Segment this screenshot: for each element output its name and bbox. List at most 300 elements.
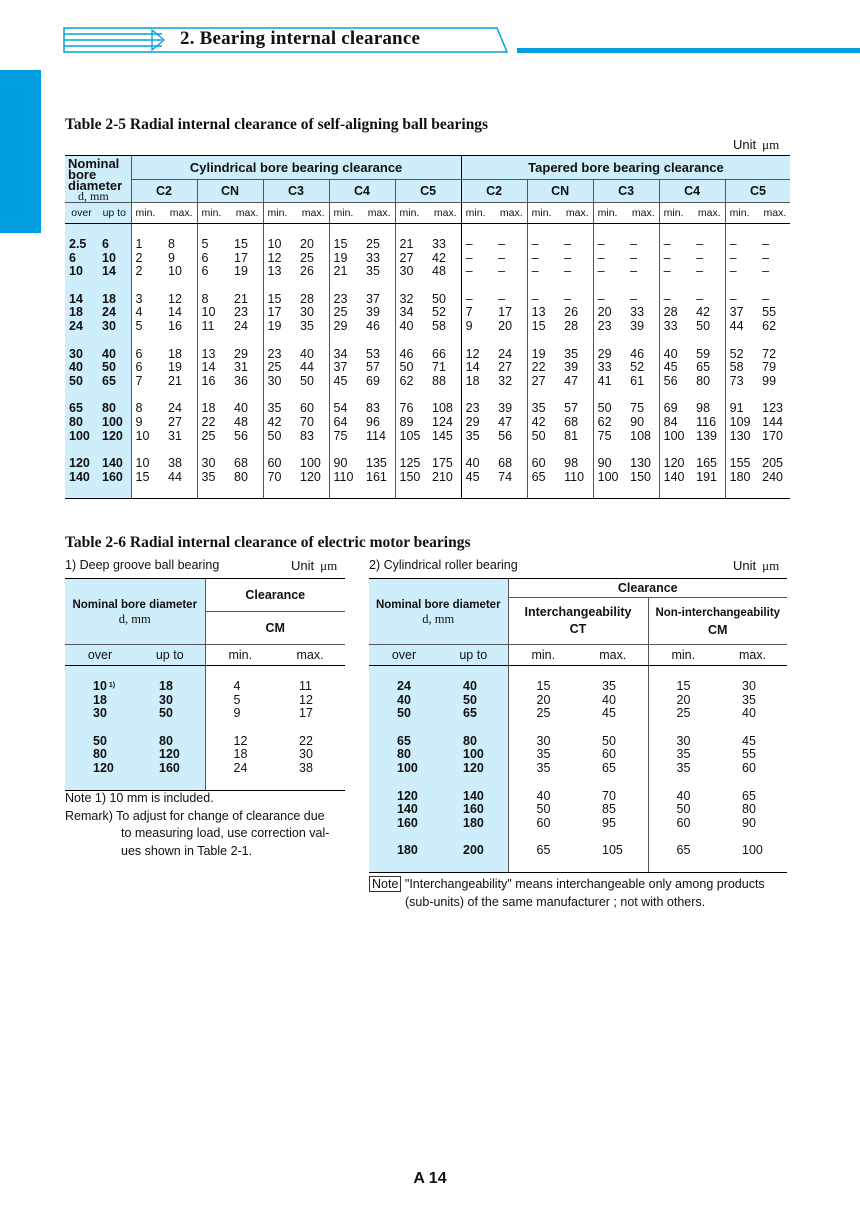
clearance-cell: 21 <box>168 373 182 388</box>
over-header: over <box>65 645 135 666</box>
spacer-cell <box>692 484 725 499</box>
min-label: min. <box>597 207 618 219</box>
clearance-cell: 55 <box>762 305 777 320</box>
clearance-cell: – <box>696 237 704 251</box>
minmax-header <box>659 203 725 224</box>
spacer-cell <box>626 334 659 348</box>
clearance-cell: 35 <box>366 264 380 279</box>
bore-size-cell: 120 <box>65 457 98 471</box>
table-row <box>65 348 790 362</box>
spacer-cell <box>135 776 205 791</box>
spacer-cell <box>461 224 494 239</box>
clearance-cell: 27 <box>395 252 428 266</box>
spacer-cell <box>65 334 98 348</box>
spacer-cell <box>329 443 362 457</box>
bore-size-cell: 65 <box>369 735 439 749</box>
clearance-group-c5: C5 <box>725 179 790 203</box>
spacer-cell <box>296 443 329 457</box>
spacer-cell <box>131 443 164 457</box>
clearance-cell: – <box>527 238 560 252</box>
bore-size-cell: 50 <box>369 707 439 721</box>
bore-size-cell: 24 <box>369 680 439 694</box>
spacer-cell <box>369 858 439 873</box>
spacer-cell <box>131 388 164 402</box>
clearance-cell: 105 <box>602 843 623 858</box>
clearance-cell: 47 <box>564 373 579 388</box>
clearance-cell: 24 <box>205 762 275 776</box>
clearance-cell: 10 <box>263 238 296 252</box>
spacer-cell <box>230 224 263 239</box>
clearance-cell: 55 <box>742 747 756 762</box>
spacer-cell <box>439 721 508 735</box>
spacer-cell <box>439 776 508 790</box>
table-row <box>65 748 345 762</box>
clearance-cell: – <box>630 237 638 251</box>
clearance-cell: 50 <box>508 803 578 817</box>
spacer-cell <box>230 484 263 499</box>
nominal-bore-header: Nominal bore diameter d, mm <box>65 156 131 203</box>
bore-size-cell: 40 <box>98 348 131 362</box>
clearance-cell: 150 <box>395 471 428 485</box>
spacer-cell <box>362 388 395 402</box>
clearance-cell: 59 <box>696 346 711 361</box>
spacer-cell <box>131 484 164 499</box>
clearance-cell: 22 <box>197 416 230 430</box>
upto-header: up to <box>98 203 131 224</box>
max-label: max. <box>499 207 523 219</box>
clearance-cell: 21 <box>234 291 248 306</box>
clearance-cell: 35 <box>197 471 230 485</box>
bore-size-cell: 18 <box>135 680 205 694</box>
clearance-cell: 68 <box>234 456 248 471</box>
clearance-cell: 100 <box>593 471 626 485</box>
spacer-cell <box>461 443 494 457</box>
footnote-mark: 1) <box>108 682 116 689</box>
bore-size-cell: 10 <box>65 265 98 279</box>
clearance-cell: 29 <box>234 346 248 361</box>
clearance-cell: – <box>696 250 704 265</box>
clearance-cell: – <box>527 265 560 279</box>
spacer-cell <box>362 334 395 348</box>
bore-size-cell: 50 <box>65 735 135 749</box>
table-2-5 <box>65 155 790 499</box>
spacer-cell <box>560 279 593 293</box>
clearance-cell: 79 <box>762 360 777 375</box>
clearance-cell: 64 <box>329 416 362 430</box>
bore-size-cell: 40 <box>439 680 508 694</box>
spacer-cell <box>395 224 428 239</box>
spacer-cell <box>263 484 296 499</box>
clearance-cell: 27 <box>168 414 182 429</box>
clearance-cell: 75 <box>630 401 645 416</box>
note-text-2: (sub-units) of the same manufacturer ; not with others. <box>405 894 706 909</box>
spacer-row <box>369 721 787 735</box>
clearance-cell: – <box>498 250 506 265</box>
clearance-cell: 12 <box>461 348 494 362</box>
clearance-cell: 20 <box>508 694 578 708</box>
table-2-6-title: Table 2-6 Radial internal clearance of electric motor bearings <box>65 534 471 551</box>
clearance-cell: 13 <box>527 306 560 320</box>
spacer-cell <box>725 224 758 239</box>
clearance-cell: 124 <box>432 414 453 429</box>
min-label: min. <box>729 207 750 219</box>
spacer-cell <box>329 484 362 499</box>
bore-size-cell: 140 <box>98 457 131 471</box>
clearance-cell: 65 <box>696 360 711 375</box>
clearance-cell: 110 <box>564 469 585 484</box>
spacer-cell <box>461 484 494 499</box>
clearance-cell: 30 <box>648 735 718 749</box>
clearance-cell: 2 <box>131 252 164 266</box>
clearance-cell: 36 <box>234 373 248 388</box>
clearance-cell: 44 <box>725 320 758 334</box>
clearance-cell: 62 <box>762 318 777 333</box>
clearance-cell: 74 <box>498 469 513 484</box>
clearance-cell: 39 <box>498 401 513 416</box>
spacer-row <box>65 484 790 499</box>
spacer-cell <box>329 279 362 293</box>
table-2-6a-caption: 1) Deep groove ball bearing <box>65 558 220 572</box>
spacer-cell <box>648 776 718 790</box>
clearance-cell: 35 <box>508 762 578 776</box>
table-2-6a-unit: Unit μm <box>291 558 338 573</box>
clearance-cell: 45 <box>659 361 692 375</box>
clearance-cell: 17 <box>234 250 248 265</box>
clearance-cell: 70 <box>300 414 314 429</box>
clearance-cell: – <box>762 264 770 279</box>
clearance-cell: – <box>696 264 704 279</box>
clearance-cell: 5 <box>197 238 230 252</box>
side-section-tab <box>0 70 41 233</box>
spacer-cell <box>329 334 362 348</box>
clearance-cell: 15 <box>234 237 248 251</box>
minmax-header <box>527 203 593 224</box>
spacer-cell <box>659 484 692 499</box>
clearance-cell: 69 <box>366 373 380 388</box>
spacer-cell <box>98 334 131 348</box>
spacer-cell <box>65 443 98 457</box>
spacer-cell <box>758 224 790 239</box>
table-row <box>65 293 790 307</box>
clearance-cell: 29 <box>461 416 494 430</box>
clearance-cell: – <box>527 293 560 307</box>
clearance-cell: 108 <box>630 428 651 443</box>
table-row <box>65 680 345 694</box>
clearance-cell: 180 <box>725 471 758 485</box>
spacer-cell <box>593 484 626 499</box>
clearance-cell: 65 <box>508 844 578 858</box>
table-row <box>65 361 790 375</box>
clearance-cell: 80 <box>742 802 756 817</box>
spacer-cell <box>428 224 461 239</box>
clearance-cell: 110 <box>329 471 362 485</box>
bore-size-cell: 50 <box>65 375 98 389</box>
spacer-cell <box>578 858 648 873</box>
clearance-cell: 61 <box>630 373 645 388</box>
spacer-cell <box>428 388 461 402</box>
bore-size-cell: 2.5 <box>65 238 98 252</box>
spacer-cell <box>527 279 560 293</box>
bore-size-cell: 180 <box>369 844 439 858</box>
bore-size-cell: 80 <box>65 748 135 762</box>
clearance-cell: – <box>725 293 758 307</box>
spacer-cell <box>428 279 461 293</box>
bore-size-cell: 40 <box>369 694 439 708</box>
clearance-cell: 40 <box>461 457 494 471</box>
clearance-cell: 15 <box>508 680 578 694</box>
tapered-bore-header: Tapered bore bearing clearance <box>461 156 790 180</box>
clearance-cell: 3 <box>131 293 164 307</box>
spacer-cell <box>626 224 659 239</box>
unit-label: Unit <box>733 137 757 152</box>
clearance-cell: 57 <box>366 360 380 375</box>
bore-size-cell: 160 <box>369 817 439 831</box>
bore-size-cell: 30 <box>65 707 135 721</box>
upto-header: up to <box>439 645 508 666</box>
bore-size-cell: 120 <box>369 790 439 804</box>
bore-size-cell: 200 <box>439 844 508 858</box>
clearance-cell: 40 <box>602 692 616 707</box>
clearance-cell: – <box>564 291 572 306</box>
clearance-cell: 34 <box>329 348 362 362</box>
clearance-cell: 35 <box>300 318 314 333</box>
clearance-cell: 150 <box>630 469 651 484</box>
clearance-cell: 48 <box>234 414 248 429</box>
spacer-cell <box>205 721 275 735</box>
bore-size-cell: 18 <box>98 293 131 307</box>
spacer-cell <box>758 484 790 499</box>
clearance-cell: 90 <box>742 815 756 830</box>
table-row <box>369 735 787 749</box>
bore-size-cell: 80 <box>439 735 508 749</box>
spacer-cell <box>263 334 296 348</box>
spacer-cell <box>560 334 593 348</box>
clearance-cell: – <box>725 238 758 252</box>
clearance-cell: 42 <box>432 250 446 265</box>
clearance-cell: 35 <box>263 402 296 416</box>
clearance-cell: 62 <box>593 416 626 430</box>
spacer-cell <box>362 279 395 293</box>
cm-header: CM <box>205 612 345 645</box>
clearance-cell: – <box>659 252 692 266</box>
bore-size-cell: 24 <box>98 306 131 320</box>
spacer-cell <box>758 443 790 457</box>
clearance-cell: 19 <box>234 264 248 279</box>
clearance-cell: – <box>696 291 704 306</box>
clearance-cell: 5 <box>131 320 164 334</box>
clearance-cell: 23 <box>329 293 362 307</box>
clearance-cell: 210 <box>432 469 453 484</box>
spacer-cell <box>275 666 345 681</box>
clearance-cell: 8 <box>197 293 230 307</box>
clearance-cell: 89 <box>395 416 428 430</box>
spacer-cell <box>692 334 725 348</box>
spacer-cell <box>296 279 329 293</box>
clearance-cell: 205 <box>762 456 783 471</box>
table-row <box>65 694 345 708</box>
clearance-cell: 108 <box>432 401 453 416</box>
table-row <box>369 817 787 831</box>
clearance-cell: – <box>762 250 770 265</box>
clearance-cell: 37 <box>329 361 362 375</box>
bore-size-cell: 18 <box>65 306 98 320</box>
spacer-cell <box>230 443 263 457</box>
bore-size-cell: 180 <box>439 817 508 831</box>
spacer-cell <box>439 666 508 681</box>
clearance-cell: 50 <box>300 373 314 388</box>
minmax-header <box>395 203 461 224</box>
clearance-cell: 6 <box>197 252 230 266</box>
table-row <box>65 252 790 266</box>
clearance-cell: – <box>461 293 494 307</box>
bore-size-cell: 120 <box>98 430 131 444</box>
bore-size-cell: 160 <box>135 762 205 776</box>
clearance-cell: 57 <box>564 401 579 416</box>
table-2-6b-unit: Unit μm <box>733 558 780 573</box>
clearance-cell: – <box>659 293 692 307</box>
spacer-cell <box>692 279 725 293</box>
spacer-cell <box>296 484 329 499</box>
spacer-cell <box>164 279 197 293</box>
clearance-cell: 44 <box>300 360 314 375</box>
max-header: max. <box>275 645 345 666</box>
clearance-cell: 135 <box>366 456 387 471</box>
clearance-cell: 20 <box>300 237 314 251</box>
clearance-cell: 68 <box>498 456 513 471</box>
clearance-cell: 56 <box>234 428 248 443</box>
spacer-cell <box>758 388 790 402</box>
spacer-row <box>65 388 790 402</box>
table-row <box>369 694 787 708</box>
clearance-cell: 40 <box>648 790 718 804</box>
spacer-cell <box>98 279 131 293</box>
clearance-cell: 44 <box>168 469 182 484</box>
interchangeability-header: Interchangeability CT <box>508 598 648 645</box>
min-header: min. <box>648 645 718 666</box>
spacer-cell <box>725 388 758 402</box>
spacer-cell <box>131 334 164 348</box>
spacer-cell <box>197 334 230 348</box>
spacer-cell <box>578 830 648 844</box>
header-rule <box>517 48 860 53</box>
clearance-cell: – <box>725 252 758 266</box>
clearance-cell: 33 <box>593 361 626 375</box>
clearance-cell: 45 <box>329 375 362 389</box>
clearance-cell: 33 <box>432 237 446 251</box>
spacer-cell <box>164 388 197 402</box>
spacer-cell <box>692 443 725 457</box>
spacer-cell <box>131 279 164 293</box>
clearance-cell: 80 <box>234 469 248 484</box>
spacer-cell <box>508 830 578 844</box>
clearance-cell: 4 <box>131 306 164 320</box>
spacer-cell <box>626 484 659 499</box>
clearance-cell: 60 <box>742 760 756 775</box>
clearance-cell: 37 <box>725 306 758 320</box>
spacer-cell <box>718 666 787 681</box>
bore-size-cell: 160 <box>98 471 131 485</box>
note-text-1: "Interchangeability" means interchangeable only among products <box>404 877 765 891</box>
clearance-cell: 45 <box>742 733 756 748</box>
clearance-group-cn: CN <box>197 179 263 203</box>
clearance-cell: 35 <box>527 402 560 416</box>
max-label: max. <box>367 207 391 219</box>
clearance-cell: 32 <box>395 293 428 307</box>
clearance-cell: 130 <box>630 456 651 471</box>
spacer-cell <box>527 224 560 239</box>
clearance-cell: – <box>498 237 506 251</box>
clearance-cell: 35 <box>564 346 579 361</box>
clearance-header: Clearance <box>508 579 787 598</box>
clearance-cell: 10 <box>168 264 182 279</box>
clearance-cell: 35 <box>648 762 718 776</box>
spacer-cell <box>197 484 230 499</box>
spacer-cell <box>718 721 787 735</box>
spacer-cell <box>362 484 395 499</box>
spacer-cell <box>527 388 560 402</box>
clearance-cell: 9 <box>205 707 275 721</box>
clearance-cell: 69 <box>659 402 692 416</box>
spacer-cell <box>65 776 135 791</box>
table-row <box>369 680 787 694</box>
clearance-cell: 16 <box>168 318 182 333</box>
spacer-cell <box>197 388 230 402</box>
spacer-cell <box>296 334 329 348</box>
clearance-cell: 155 <box>725 457 758 471</box>
remark-line-3: ues shown in Table 2-1. <box>121 843 253 858</box>
clearance-cell: 20 <box>498 318 513 333</box>
bore-size-cell: 50 <box>439 694 508 708</box>
clearance-cell: 13 <box>263 265 296 279</box>
min-header: min. <box>508 645 578 666</box>
spacer-cell <box>197 224 230 239</box>
spacer-cell <box>65 224 98 239</box>
clearance-cell: 50 <box>263 430 296 444</box>
clearance-cell: – <box>498 291 506 306</box>
clearance-cell: 60 <box>527 457 560 471</box>
clearance-cell: 116 <box>696 414 717 429</box>
minmax-header <box>197 203 263 224</box>
clearance-cell: 8 <box>168 237 175 251</box>
clearance-cell: 56 <box>659 375 692 389</box>
clearance-cell: 98 <box>696 401 711 416</box>
clearance-cell: 27 <box>498 360 513 375</box>
bore-size-cell: 6 <box>65 252 98 266</box>
spacer-cell <box>659 334 692 348</box>
table-2-6-cylindrical-roller <box>369 578 787 873</box>
max-label: max. <box>631 207 655 219</box>
clearance-cell: 17 <box>263 306 296 320</box>
clearance-cell: 25 <box>329 306 362 320</box>
clearance-cell: 35 <box>602 679 616 693</box>
clearance-cell: 20 <box>648 694 718 708</box>
clearance-cell: 15 <box>131 471 164 485</box>
clearance-cell: – <box>593 238 626 252</box>
min-label: min. <box>531 207 552 219</box>
min-label: min. <box>135 207 156 219</box>
clearance-cell: 145 <box>432 428 453 443</box>
clearance-cell: 24 <box>498 346 513 361</box>
clearance-cell: 20 <box>593 306 626 320</box>
spacer-cell <box>164 443 197 457</box>
clearance-cell: 6 <box>197 265 230 279</box>
bore-size-cell: 120 <box>439 762 508 776</box>
spacer-cell <box>461 279 494 293</box>
bore-size-cell: 30 <box>135 694 205 708</box>
max-header: max. <box>578 645 648 666</box>
spacer-cell <box>428 484 461 499</box>
min-label: min. <box>399 207 420 219</box>
